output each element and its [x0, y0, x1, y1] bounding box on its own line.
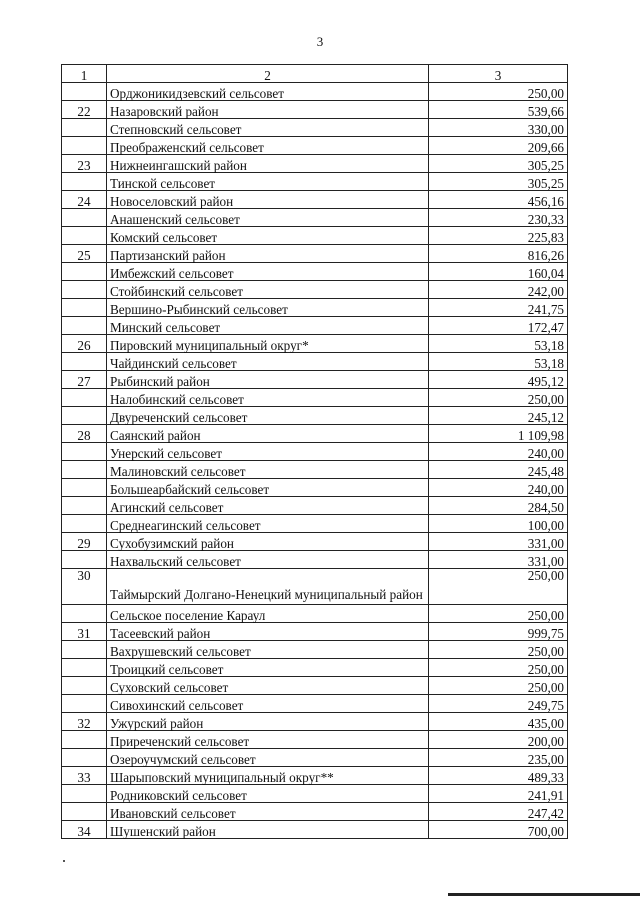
table-row	[62, 515, 568, 533]
scan-speck	[63, 860, 65, 862]
municipality-name: Троицкий сельсовет	[107, 659, 429, 677]
municipality-name: Среднеагинский сельсовет	[107, 515, 429, 533]
table-row	[62, 623, 568, 641]
amount-value: 242,00	[429, 281, 568, 299]
table-row	[62, 443, 568, 461]
municipality-name: Стойбинский сельсовет	[107, 281, 429, 299]
row-number	[62, 731, 107, 749]
amount-value: 331,00	[429, 533, 568, 551]
municipality-name: Ужурский район	[107, 713, 429, 731]
municipality-name: Анашенский сельсовет	[107, 209, 429, 227]
table-row	[62, 299, 568, 317]
municipality-name: Агинский сельсовет	[107, 497, 429, 515]
amount-value: 250,00	[429, 569, 568, 605]
row-number	[62, 461, 107, 479]
amount-value: 330,00	[429, 119, 568, 137]
table-row	[62, 317, 568, 335]
column-header-amount: 3	[429, 65, 568, 83]
table-header-row	[62, 65, 568, 83]
footer-rule	[448, 893, 640, 896]
amount-value: 241,91	[429, 785, 568, 803]
amount-value: 250,00	[429, 389, 568, 407]
row-number: 29	[62, 533, 107, 551]
municipality-name: Нижнеингашский район	[107, 155, 429, 173]
row-number: 30	[62, 569, 107, 605]
amount-value: 240,00	[429, 479, 568, 497]
table-row	[62, 713, 568, 731]
table-row	[62, 119, 568, 137]
table-row	[62, 497, 568, 515]
amount-value: 245,12	[429, 407, 568, 425]
row-number	[62, 605, 107, 623]
row-number: 32	[62, 713, 107, 731]
municipality-name: Партизанский район	[107, 245, 429, 263]
table-row	[62, 389, 568, 407]
municipality-name: Минский сельсовет	[107, 317, 429, 335]
row-number: 23	[62, 155, 107, 173]
amount-value: 495,12	[429, 371, 568, 389]
column-header-name: 2	[107, 65, 429, 83]
row-number	[62, 119, 107, 137]
municipality-name: Озероучумский сельсовет	[107, 749, 429, 767]
table-row	[62, 101, 568, 119]
row-number	[62, 803, 107, 821]
amount-value: 305,25	[429, 155, 568, 173]
table-row	[62, 173, 568, 191]
amount-value: 331,00	[429, 551, 568, 569]
table-row	[62, 785, 568, 803]
row-number	[62, 785, 107, 803]
amount-value: 247,42	[429, 803, 568, 821]
municipality-name: Сухобузимский район	[107, 533, 429, 551]
municipality-name: Тинской сельсовет	[107, 173, 429, 191]
row-number	[62, 209, 107, 227]
table-row	[62, 263, 568, 281]
amount-value: 100,00	[429, 515, 568, 533]
row-number: 22	[62, 101, 107, 119]
table-row	[62, 209, 568, 227]
amount-value: 250,00	[429, 659, 568, 677]
amount-value: 249,75	[429, 695, 568, 713]
municipality-name: Суховский сельсовет	[107, 677, 429, 695]
municipality-name: Пировский муниципальный округ*	[107, 335, 429, 353]
table-row	[62, 371, 568, 389]
municipality-name: Вахрушевский сельсовет	[107, 641, 429, 659]
municipality-name: Шарыповский муниципальный округ**	[107, 767, 429, 785]
municipality-name: Тасеевский район	[107, 623, 429, 641]
table-row	[62, 425, 568, 443]
row-number: 31	[62, 623, 107, 641]
row-number: 24	[62, 191, 107, 209]
municipality-name: Чайдинский сельсовет	[107, 353, 429, 371]
table-row	[62, 551, 568, 569]
row-number: 28	[62, 425, 107, 443]
amount-value: 172,47	[429, 317, 568, 335]
row-number: 33	[62, 767, 107, 785]
amount-value: 489,33	[429, 767, 568, 785]
table-row	[62, 821, 568, 839]
table-row	[62, 191, 568, 209]
table-row	[62, 803, 568, 821]
row-number	[62, 263, 107, 281]
municipality-name: Комский сельсовет	[107, 227, 429, 245]
amount-value: 1 109,98	[429, 425, 568, 443]
table-row	[62, 227, 568, 245]
row-number	[62, 677, 107, 695]
municipality-name: Имбежский сельсовет	[107, 263, 429, 281]
amount-value: 225,83	[429, 227, 568, 245]
municipality-name: Степновский сельсовет	[107, 119, 429, 137]
amount-value: 209,66	[429, 137, 568, 155]
municipality-name: Двуреченский сельсовет	[107, 407, 429, 425]
amount-value: 53,18	[429, 335, 568, 353]
row-number	[62, 479, 107, 497]
municipality-name: Назаровский район	[107, 101, 429, 119]
table-row	[62, 731, 568, 749]
row-number	[62, 317, 107, 335]
table-row	[62, 677, 568, 695]
table-row	[62, 767, 568, 785]
table-row	[62, 281, 568, 299]
amount-value: 245,48	[429, 461, 568, 479]
municipality-name: Таймырский Долгано-Ненецкий муниципальный район	[107, 569, 429, 605]
row-number	[62, 515, 107, 533]
row-number	[62, 443, 107, 461]
municipality-name: Шушенский район	[107, 821, 429, 839]
amount-value: 230,33	[429, 209, 568, 227]
row-number	[62, 137, 107, 155]
municipality-name: Сивохинский сельсовет	[107, 695, 429, 713]
row-number	[62, 497, 107, 515]
municipality-name: Нахвальский сельсовет	[107, 551, 429, 569]
municipality-name: Орджоникидзевский сельсовет	[107, 83, 429, 101]
amount-value: 305,25	[429, 173, 568, 191]
table-body	[62, 83, 568, 839]
table-row	[62, 245, 568, 263]
row-number	[62, 389, 107, 407]
row-number	[62, 353, 107, 371]
row-number: 34	[62, 821, 107, 839]
column-header-number: 1	[62, 65, 107, 83]
amount-value: 250,00	[429, 605, 568, 623]
row-number	[62, 83, 107, 101]
amount-value: 816,26	[429, 245, 568, 263]
row-number	[62, 281, 107, 299]
table-row	[62, 353, 568, 371]
municipality-name: Унерский сельсовет	[107, 443, 429, 461]
municipality-name: Новоселовский район	[107, 191, 429, 209]
row-number	[62, 299, 107, 317]
row-number: 26	[62, 335, 107, 353]
amount-value: 284,50	[429, 497, 568, 515]
row-number	[62, 695, 107, 713]
row-number	[62, 641, 107, 659]
table-row	[62, 659, 568, 677]
amount-value: 250,00	[429, 83, 568, 101]
amount-value: 250,00	[429, 677, 568, 695]
municipality-name: Саянский район	[107, 425, 429, 443]
table-row	[62, 605, 568, 623]
page-number: 3	[316, 34, 324, 49]
municipality-name: Налобинский сельсовет	[107, 389, 429, 407]
table-row	[62, 569, 568, 605]
amount-value: 250,00	[429, 641, 568, 659]
table-row	[62, 479, 568, 497]
amount-value: 200,00	[429, 731, 568, 749]
amount-value: 435,00	[429, 713, 568, 731]
municipality-name: Сельское поселение Караул	[107, 605, 429, 623]
municipality-name: Рыбинский район	[107, 371, 429, 389]
municipality-name: Приреченский сельсовет	[107, 731, 429, 749]
table-row	[62, 749, 568, 767]
budget-allocation-table	[61, 64, 568, 839]
amount-value: 235,00	[429, 749, 568, 767]
municipality-name: Вершино-Рыбинский сельсовет	[107, 299, 429, 317]
table-row	[62, 335, 568, 353]
amount-value: 456,16	[429, 191, 568, 209]
municipality-name: Малиновский сельсовет	[107, 461, 429, 479]
row-number: 25	[62, 245, 107, 263]
table-row	[62, 83, 568, 101]
amount-value: 700,00	[429, 821, 568, 839]
row-number	[62, 173, 107, 191]
amount-value: 999,75	[429, 623, 568, 641]
table-row	[62, 641, 568, 659]
row-number	[62, 407, 107, 425]
row-number	[62, 749, 107, 767]
municipality-name: Родниковский сельсовет	[107, 785, 429, 803]
amount-value: 160,04	[429, 263, 568, 281]
table-row	[62, 461, 568, 479]
row-number	[62, 551, 107, 569]
table-row	[62, 155, 568, 173]
municipality-name: Преображенский сельсовет	[107, 137, 429, 155]
amount-value: 240,00	[429, 443, 568, 461]
row-number	[62, 659, 107, 677]
municipality-name: Большеарбайский сельсовет	[107, 479, 429, 497]
row-number	[62, 227, 107, 245]
table-row	[62, 407, 568, 425]
amount-value: 53,18	[429, 353, 568, 371]
amount-value: 539,66	[429, 101, 568, 119]
table-row	[62, 137, 568, 155]
table-row	[62, 695, 568, 713]
municipality-name: Ивановский сельсовет	[107, 803, 429, 821]
table-row	[62, 533, 568, 551]
amount-value: 241,75	[429, 299, 568, 317]
row-number: 27	[62, 371, 107, 389]
